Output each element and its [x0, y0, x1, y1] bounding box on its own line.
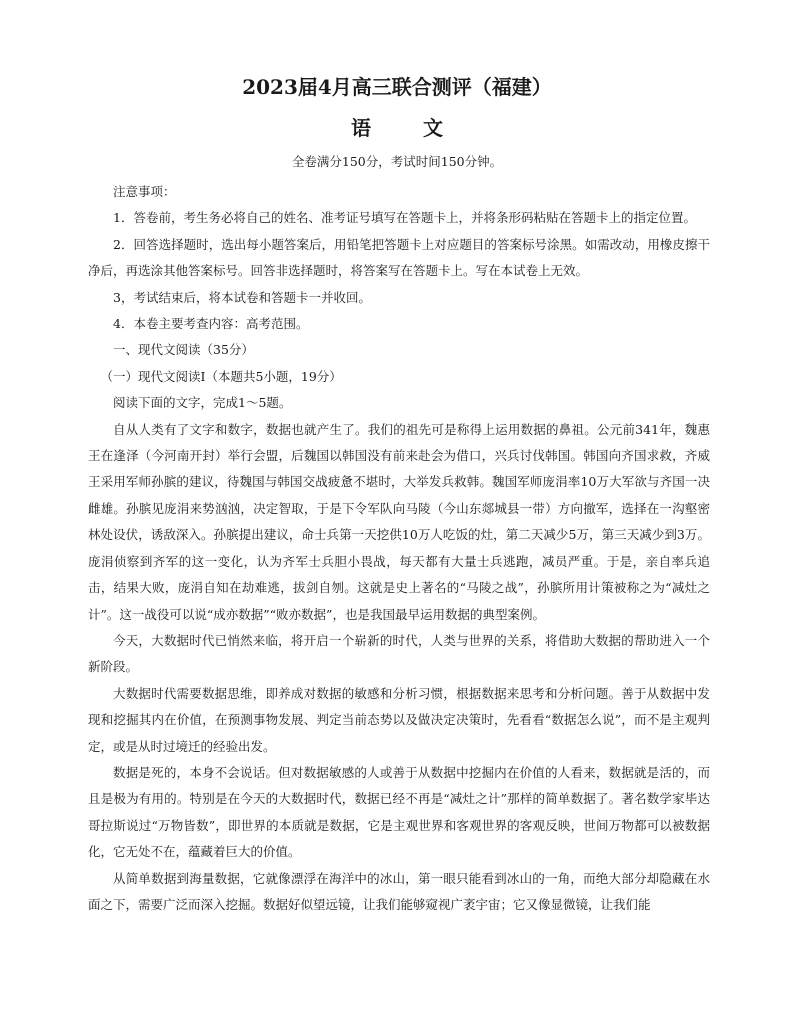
section-instruction: 阅读下面的文字，完成1～5题。 — [113, 395, 292, 411]
notice-item-4: 4．本卷主要考查内容：高考范围。 — [113, 316, 309, 332]
exam-meta: 全卷满分150分，考试时间150分钟。 — [291, 154, 503, 169]
article-paragraph-4: 数据是死的，本身不会说话。但对数据敏感的人或善于从数据中挖掘内在价值的人看来，数据就是活的，而且是极为有用的。特别是在今天的大数据时代，数据已经不再是“减灶之计”那样的简单数据了。著名数学家毕达哥拉斯说过“万物皆数”，即世界的本质就是数据，它是主观世界和客观世界的客观反映，世间万物都可以被数据化，它无处不在，蕴藏着巨大的价值。 — [88, 764, 710, 860]
notice-item-3: 3，考试结束后，将本试卷和答题卡一并收回。 — [113, 289, 371, 305]
notice-item-2: 2．回答选择题时，选出每小题答案后，用铅笔把答题卡上对应题目的答案标号涂黑。如需改动，用橡皮擦干净后，再选涂其他答案标号。回答非选择题时，将答案写在答题卡上。写在本试卷上无效。 — [88, 236, 710, 279]
exam-title: 2023届4月高三联合测评（福建） — [242, 75, 552, 99]
article-paragraph-3: 大数据时代需要数据思维，即养成对数据的敏感和分析习惯，根据数据来思考和分析问题。善于从数据中发现和挖掘其内在价值，在预测事物发展、判定当前态势以及做决定决策时，先看看“数据怎么说”，而不是主观判定，或是从时过境迁的经验出发。 — [88, 685, 710, 754]
article-paragraph-1: 自从人类有了文字和数字，数据也就产生了。我们的祖先可是称得上运用数据的鼻祖。公元前341年，魏惠王在逢泽（今河南开封）举行会盟，后魏国以韩国没有前来赴会为借口，兴兵讨伐韩国。韩国向齐国求救，齐威王采用军师孙膑的建议，待魏国与韩国交战疲惫不堪时，大举发兵救韩。魏国军师庞涓率10万大军欲与齐国一决雌雄。孙膑见庞涓来势汹汹，决定智取，于是下令军队向马陵（今山东郯城县一带）方向撤军，选择在一沟壑密林处设伏，诱敌深入。孙膑提出建议，命士兵第一天挖供10万人吃饭的灶，第二天减少5万，第三天减少到3万。庞涓侦察到齐军的这一变化，认为齐军士兵胆小畏战，每天都有大量士兵逃跑，减员严重。于是，亲自率兵追击，结果大败，庞涓自知在劫难逃，拔剑自刎。这就是史上著名的“马陵之战”，孙膑所用计策被称之为“减灶之计”。这一战役可以说“成亦数据”“败亦数据”，也是我国最早运用数据的典型案例。 — [88, 421, 710, 622]
notice-item-1: 1．答卷前，考生务必将自己的姓名、准考证号填写在答题卡上，并将条形码粘贴在答题卡上的指定位置。 — [113, 210, 696, 226]
section-heading: 一、现代文阅读（35分） — [113, 342, 254, 358]
article-paragraph-2: 今天，大数据时代已悄然来临，将开启一个崭新的时代，人类与世界的关系，将借助大数据的帮助进入一个新阶段。 — [88, 632, 710, 675]
section-sub-heading: （一）现代文阅读Ⅰ（本题共5小题，19分） — [100, 368, 342, 384]
subject-char-1: 语 — [351, 116, 371, 140]
article-paragraph-5: 从简单数据到海量数据，它就像漂浮在海洋中的冰山，第一眼只能看到冰山的一角，而绝大部分却隐藏在水面之下，需要广泛而深入挖掘。数据好似望远镜，让我们能够窥视广袤宇宙；它又像显微镜，让我们能 — [88, 870, 710, 912]
subject-heading — [0, 115, 794, 141]
subject-char-2: 文 — [423, 116, 443, 140]
notice-heading: 注意事项： — [113, 184, 176, 199]
exam-body — [88, 179, 710, 918]
